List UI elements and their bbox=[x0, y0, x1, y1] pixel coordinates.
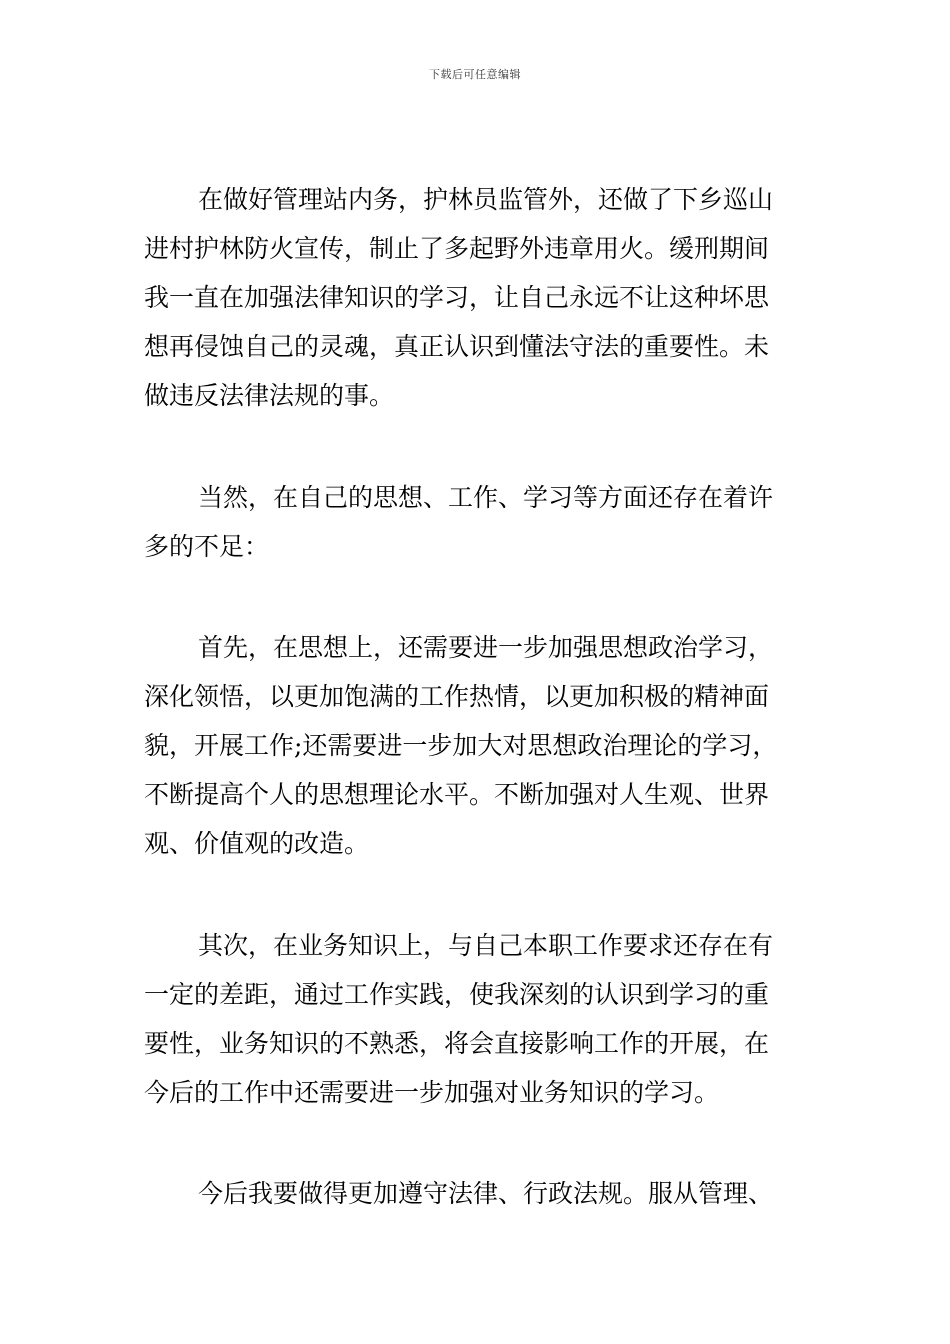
paragraph-3-line-2: 深化领悟，以更加饱满的工作热情，以更加积极的精神面 bbox=[144, 682, 770, 711]
paragraph-4-line-3: 要性，业务知识的不熟悉，将会直接影响工作的开展，在 bbox=[144, 1029, 770, 1058]
paragraph-1-line-5: 做违反法律法规的事。 bbox=[144, 381, 395, 410]
page-header: 下载后可任意编辑 bbox=[429, 68, 521, 81]
paragraph-1-line-3: 我一直在加强法律知识的学习，让自己永远不让这种坏思 bbox=[144, 283, 770, 312]
paragraph-3-line-4: 不断提高个人的思想理论水平。不断加强对人生观、世界 bbox=[144, 780, 770, 809]
paragraph-4-line-4: 今后的工作中还需要进一步加强对业务知识的学习。 bbox=[144, 1078, 720, 1107]
paragraph-1-line-4: 想再侵蚀自己的灵魂，真正认识到懂法守法的重要性。未 bbox=[144, 332, 770, 361]
paragraph-5-line-1: 今后我要做得更加遵守法律、行政法规。服从管理、 bbox=[198, 1179, 774, 1208]
paragraph-4-line-1: 其次，在业务知识上，与自己本职工作要求还存在有 bbox=[198, 931, 774, 960]
paragraph-1-line-1: 在做好管理站内务，护林员监管外，还做了下乡巡山 bbox=[198, 185, 774, 214]
paragraph-3-line-1: 首先，在思想上，还需要进一步加强思想政治学习， bbox=[198, 633, 774, 662]
paragraph-1-line-2: 进村护林防火宣传，制止了多起野外违章用火。缓刑期间 bbox=[144, 234, 770, 263]
paragraph-3-line-5: 观、价值观的改造。 bbox=[144, 829, 370, 858]
paragraph-2-line-1: 当然，在自己的思想、工作、学习等方面还存在着许 bbox=[198, 483, 774, 512]
paragraph-2-line-2: 多的不足： bbox=[144, 532, 270, 561]
paragraph-4-line-2: 一定的差距，通过工作实践，使我深刻的认识到学习的重 bbox=[144, 980, 770, 1009]
paragraph-3-line-3: 貌，开展工作;还需要进一步加大对思想政治理论的学习， bbox=[144, 731, 778, 760]
